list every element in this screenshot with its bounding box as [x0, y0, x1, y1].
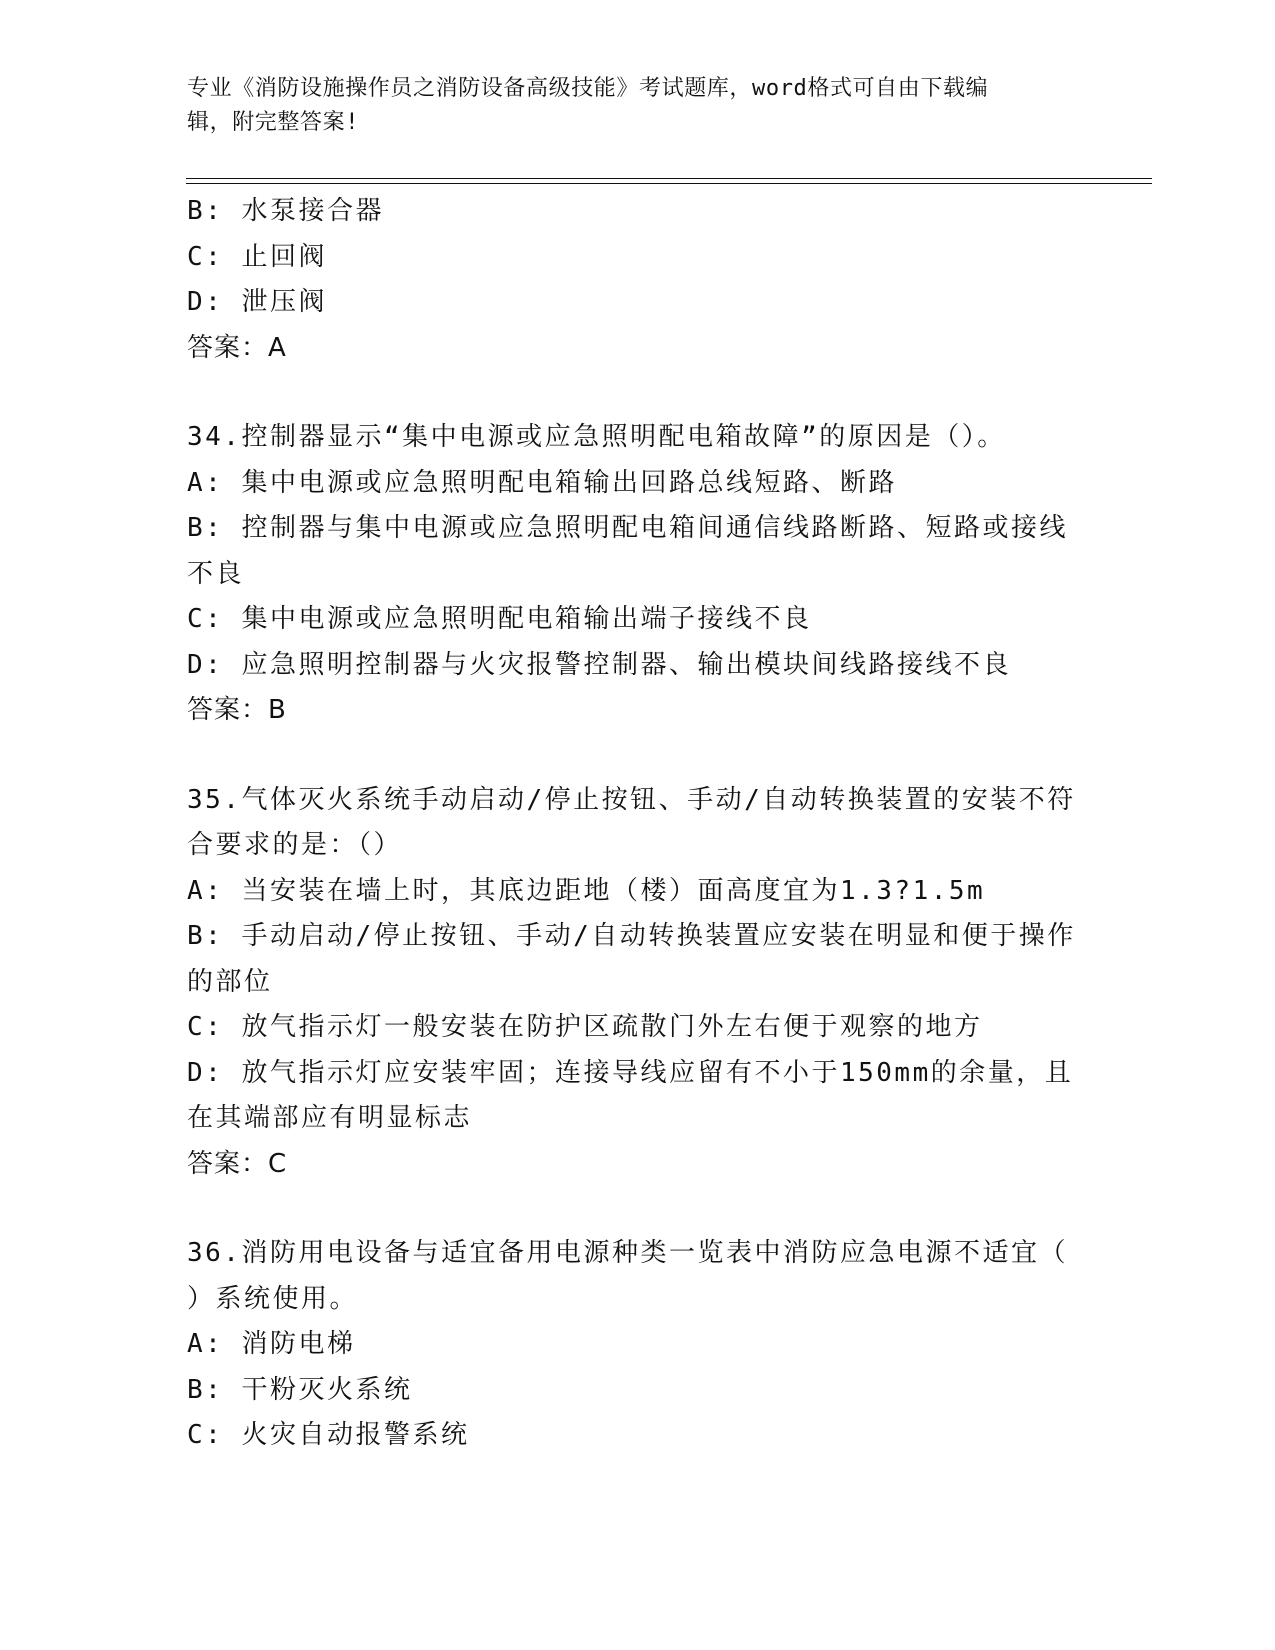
header-divider-bottom	[186, 183, 1152, 184]
q35-option-b-line-1: B: 手动启动/停止按钮、手动/自动转换装置应安装在明显和便于操作	[187, 921, 1076, 951]
question-34	[187, 415, 1087, 734]
q35-stem-line-2: 合要求的是：（）	[187, 830, 403, 860]
question-33	[187, 189, 1087, 371]
q34-stem: 34.控制器显示“集中电源或应急照明配电箱故障”的原因是（）。	[187, 422, 1006, 452]
q33-option-c: C: 止回阀	[187, 241, 327, 272]
header-line-2: 辑，附完整答案!	[187, 110, 360, 135]
q36-option-c: C: 火灾自动报警系统	[187, 1420, 470, 1450]
q33-option-b: B: 水泵接合器	[187, 196, 384, 226]
spacer	[187, 1187, 1087, 1231]
q36-option-b: B: 干粉灭火系统	[187, 1374, 413, 1405]
header-divider-top	[186, 178, 1152, 179]
q35-option-d-line-1: D: 放气指示灯应安装牢固；连接导线应留有不小于150mm的余量，且	[187, 1057, 1074, 1088]
q34-option-b-line-1: B: 控制器与集中电源或应急照明配电箱间通信线路断路、短路或接线	[187, 513, 1068, 543]
header-line-1: 专业《消防设施操作员之消防设备高级技能》考试题库，word格式可自由下载编	[187, 76, 989, 101]
document-header	[187, 72, 1077, 140]
q35-stem-line-1: 35.气体灭火系统手动启动/停止按钮、手动/自动转换装置的安装不符	[187, 784, 1076, 815]
q35-option-a: A: 当安装在墙上时，其底边距地（楼）面高度宜为1.3?1.5m	[187, 875, 986, 906]
q34-answer: 答案：B	[187, 695, 287, 725]
q35-option-d-line-2: 在其端部应有明显标志	[187, 1103, 473, 1133]
q34-option-a: A: 集中电源或应急照明配电箱输出回路总线短路、断路	[187, 467, 897, 498]
q35-option-b-line-2: 的部位	[187, 966, 273, 997]
q36-option-a: A: 消防电梯	[187, 1329, 356, 1359]
question-36	[187, 1231, 1087, 1459]
question-35	[187, 778, 1087, 1188]
q34-option-c: C: 集中电源或应急照明配电箱输出端子接线不良	[187, 604, 812, 634]
q35-option-c: C: 放气指示灯一般安装在防护区疏散门外左右便于观察的地方	[187, 1012, 983, 1042]
spacer	[187, 371, 1087, 415]
q34-option-b-line-2: 不良	[187, 558, 245, 589]
spacer	[187, 734, 1087, 778]
q33-answer: 答案：A	[187, 332, 287, 363]
question-content	[187, 189, 1087, 1459]
q34-option-d: D: 应急照明控制器与火灾报警控制器、输出模块间线路接线不良	[187, 649, 1011, 680]
q36-stem-line-1: 36.消防用电设备与适宜备用电源种类一览表中消防应急电源不适宜（	[187, 1238, 1068, 1268]
q36-stem-line-2: ）系统使用。	[187, 1283, 359, 1314]
q35-answer: 答案：C	[187, 1148, 288, 1179]
q33-option-d: D: 泄压阀	[187, 287, 327, 317]
